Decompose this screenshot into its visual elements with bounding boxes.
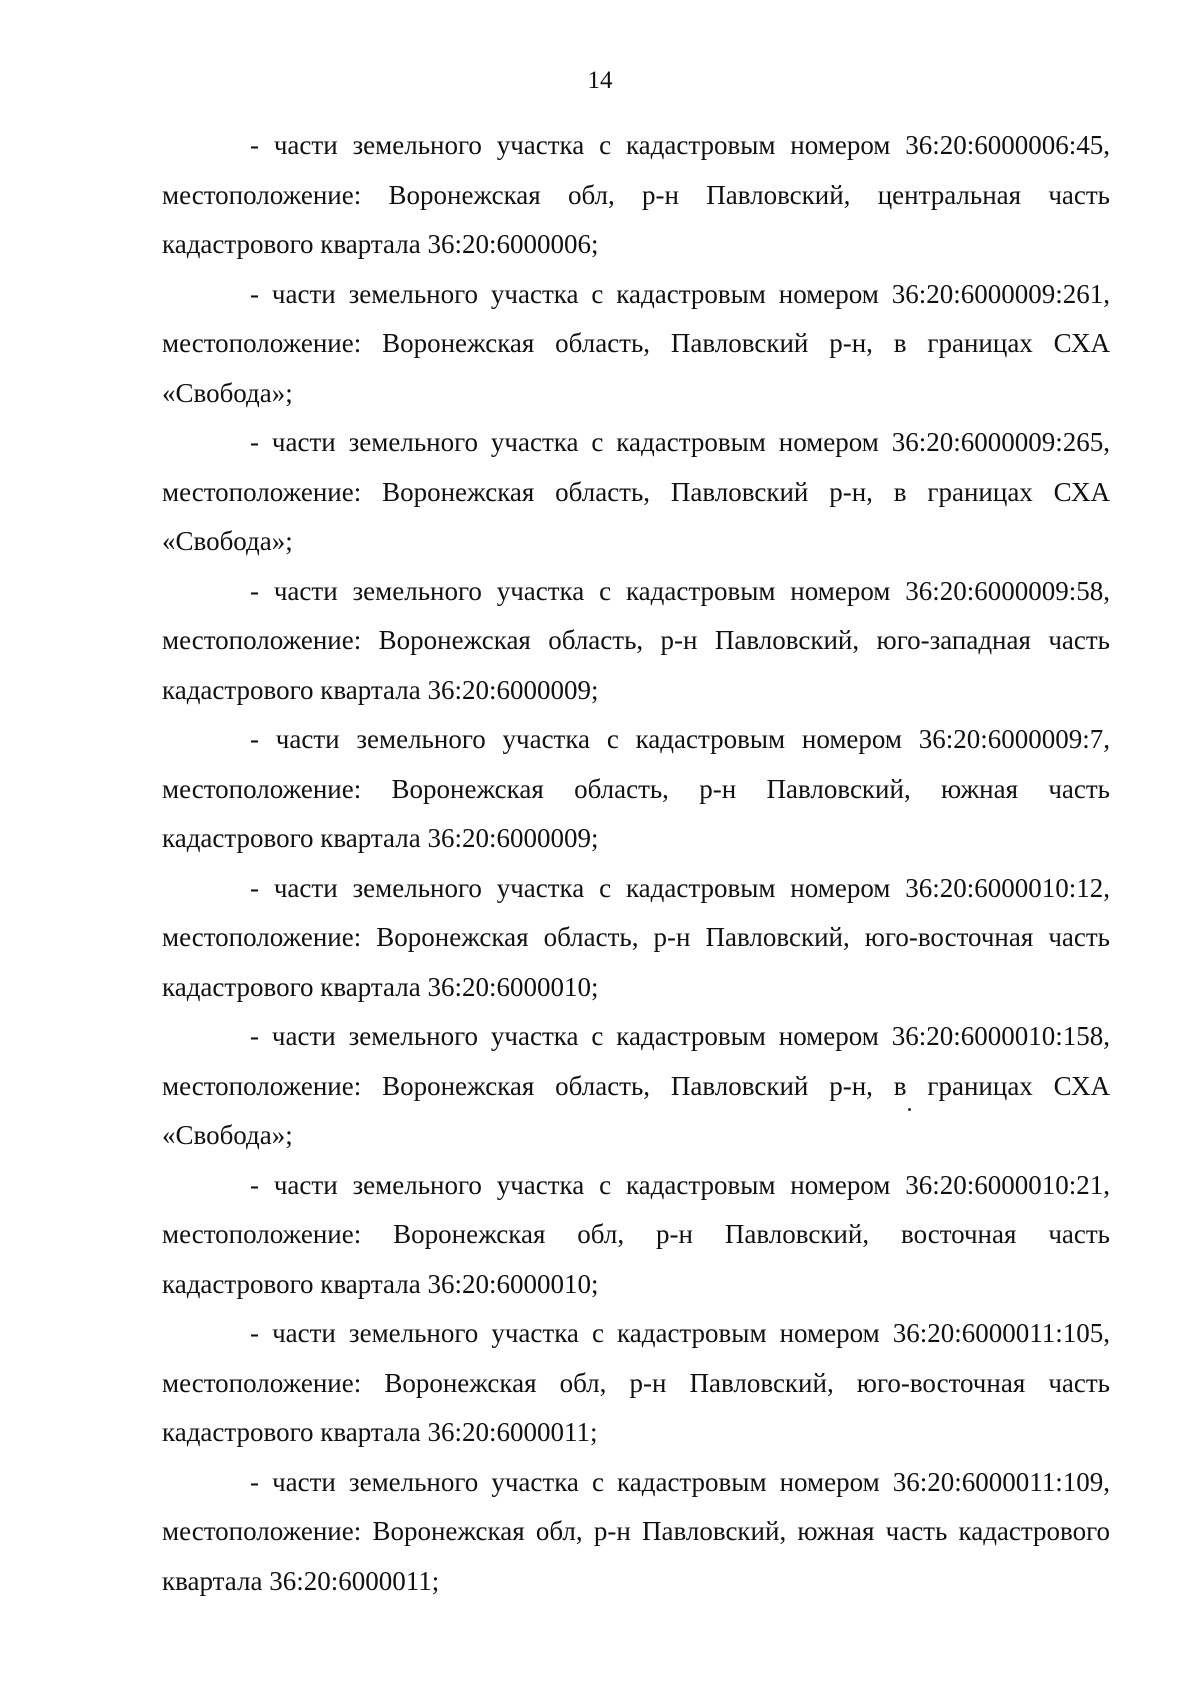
- land-plot-entry-8: - части земельного участка с кадастровым номером 36:20:6000010:21, местоположение: Воронежская обл, р-н Павловский, восточная часть кадастрового квартала 36:20:6000010;: [162, 1169, 1110, 1299]
- land-plot-entry-10: - части земельного участка с кадастровым номером 36:20:6000011:109, местоположение: Воронежская обл, р-н Павловский, южная часть кадастрового квартала 36:20:6000011;: [162, 1466, 1110, 1596]
- document-body: [162, 121, 1110, 1606]
- land-plot-entry-4: - части земельного участка с кадастровым номером 36:20:6000009:58, местоположение: Воронежская область, р-н Павловский, юго-западная часть кадастрового квартала 36:20:6000009;: [162, 575, 1110, 705]
- land-plot-entry-7: - части земельного участка с кадастровым номером 36:20:6000010:158, местоположение: Воронежская область, Павловский р-н, в границах СХА «Свобода»;: [162, 1021, 1110, 1150]
- land-plot-entry-3: - части земельного участка с кадастровым номером 36:20:6000009:265, местоположение: Воронежская область, Павловский р-н, в границах СХА «Свобода»;: [162, 427, 1110, 556]
- land-plot-entry-2: - части земельного участка с кадастровым номером 36:20:6000009:261, местоположение: Воронежская область, Павловский р-н, в границах СХА «Свобода»;: [162, 278, 1110, 408]
- land-plot-entry-5: - части земельного участка с кадастровым номером 36:20:6000009:7, местоположение: Воронежская область, р-н Павловский, южная часть кадастрового квартала 36:20:6000009;: [162, 724, 1110, 853]
- page-number: 14: [587, 67, 613, 94]
- scan-speck: [908, 1108, 911, 1111]
- land-plot-entry-6: - части земельного участка с кадастровым номером 36:20:6000010:12, местоположение: Воронежская область, р-н Павловский, юго-восточная часть кадастрового квартала 36:20:6000010;: [162, 872, 1110, 1002]
- land-plot-entry-9: - части земельного участка с кадастровым номером 36:20:6000011:105, местоположение: Воронежская обл, р-н Павловский, юго-восточная часть кадастрового квартала 36:20:6000011;: [162, 1318, 1110, 1447]
- land-plot-entry-1: - части земельного участка с кадастровым номером 36:20:6000006:45, местоположение: Воронежская обл, р-н Павловский, центральная часть кадастрового квартала 36:20:6000006;: [162, 130, 1110, 259]
